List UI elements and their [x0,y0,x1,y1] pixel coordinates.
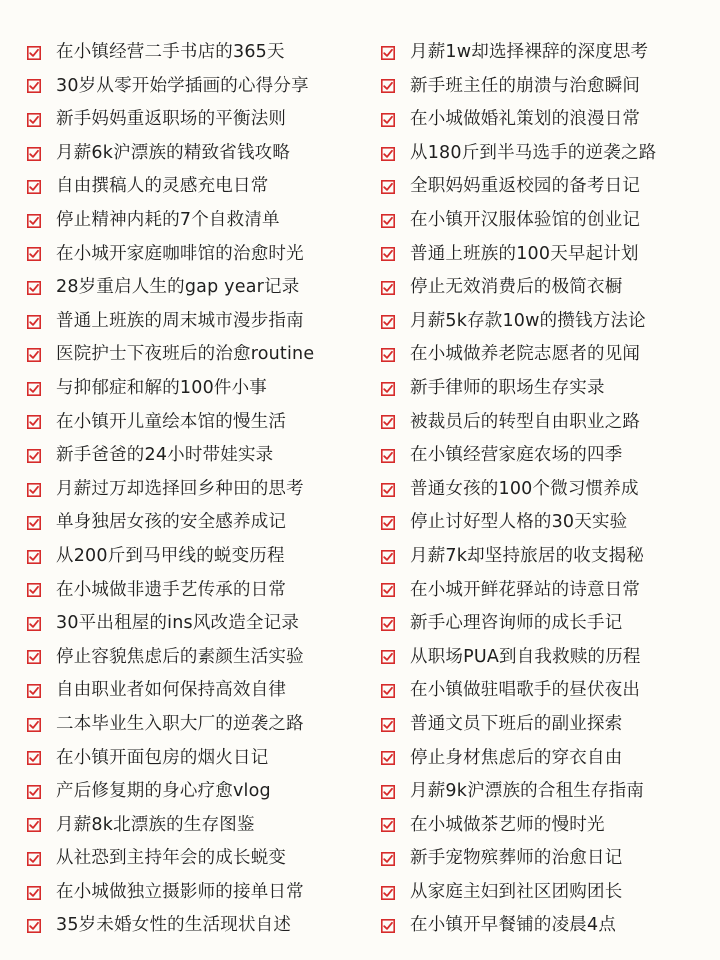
list-item-label: 在小城做养老院志愿者的见闻 [410,344,641,365]
checkbox-checked-icon [27,483,41,497]
list-item-label: 在小城做婚礼策划的浪漫日常 [410,109,641,130]
checkbox-checked-icon [381,449,395,463]
checkbox-checked-icon [381,147,395,161]
checkbox-checked-icon [27,751,41,765]
checkbox-checked-icon [381,650,395,664]
checkbox-checked-icon [27,382,41,396]
list-item-label: 停止精神内耗的7个自救清单 [56,210,280,231]
list-item [381,741,720,775]
list-item-label: 普通女孩的100个微习惯养成 [410,478,639,499]
checkbox-checked-icon [27,718,41,732]
list-item [27,338,367,372]
list-item [381,305,720,339]
list-item-label: 停止讨好型人格的30天实验 [410,512,628,533]
list-item-label: 医院护士下夜班后的治愈routine [56,344,315,365]
list-item-label: 从职场PUA到自我救赎的历程 [410,646,641,667]
list-item-label: 停止容貌焦虑后的素颜生活实验 [56,646,304,667]
list-item [27,103,367,137]
list-item-label: 月薪9k沪漂族的合租生存指南 [410,781,645,802]
checkbox-checked-icon [27,818,41,832]
list-item [381,103,720,137]
list-item-label: 全职妈妈重返校园的备考日记 [410,176,641,197]
checkbox-checked-icon [27,650,41,664]
list-item [381,674,720,708]
list-item-label: 月薪6k沪漂族的精致省钱攻略 [56,142,291,163]
list-item [27,439,367,473]
list-item-label: 从180斤到半马选手的逆袭之路 [410,142,657,163]
checkbox-checked-icon [27,348,41,362]
list-item [381,506,720,540]
list-item-label: 从家庭主妇到社区团购团长 [410,881,623,902]
checkbox-checked-icon [381,214,395,228]
checkbox-checked-icon [381,180,395,194]
list-item-label: 在小城做独立摄影师的接单日常 [56,881,304,902]
list-item [27,775,367,809]
checkbox-checked-icon [27,617,41,631]
checkbox-checked-icon [381,852,395,866]
list-item-label: 从社恐到主持年会的成长蜕变 [56,848,287,869]
list-item-label: 月薪1w却选择裸辞的深度思考 [410,42,649,63]
list-item-label: 从200斤到马甲线的蜕变历程 [56,545,285,566]
list-item [381,70,720,104]
list-item [381,842,720,876]
checkbox-checked-icon [27,315,41,329]
list-item [27,641,367,675]
list-item-label: 被裁员后的转型自由职业之路 [410,411,641,432]
list-item [27,741,367,775]
checkbox-checked-icon [381,617,395,631]
list-item-label: 在小镇经营家庭农场的四季 [410,445,623,466]
list-item [381,36,720,70]
checkbox-checked-icon [381,247,395,261]
checkbox-checked-icon [27,113,41,127]
checkbox-checked-icon [27,79,41,93]
checkbox-checked-icon [381,785,395,799]
topic-list-right [381,36,720,943]
list-item [27,909,367,943]
list-item [381,238,720,272]
list-item [27,540,367,574]
list-item [27,36,367,70]
list-item [27,170,367,204]
list-item-label: 新手爸爸的24小时带娃实录 [56,445,274,466]
list-item-label: 在小城开家庭咖啡馆的治愈时光 [56,243,304,264]
list-item-label: 30岁从零开始学插画的心得分享 [56,75,309,96]
list-item [381,708,720,742]
list-item-label: 普通上班族的周末城市漫步指南 [56,310,304,331]
list-item-label: 二本毕业生入职大厂的逆袭之路 [56,713,304,734]
checkbox-checked-icon [27,785,41,799]
checkbox-checked-icon [381,919,395,933]
list-item [27,574,367,608]
list-item-label: 在小镇开早餐铺的凌晨4点 [410,915,617,936]
list-item-label: 新手律师的职场生存实录 [410,377,605,398]
checkbox-checked-icon [27,180,41,194]
checkbox-checked-icon [381,550,395,564]
list-item-label: 新手心理咨询师的成长手记 [410,613,623,634]
list-item-label: 在小镇开汉服体验馆的创业记 [410,210,641,231]
list-item [27,70,367,104]
list-item [381,775,720,809]
list-item-label: 停止身材焦虑后的穿衣自由 [410,747,623,768]
list-item [27,473,367,507]
checkbox-checked-icon [27,449,41,463]
checkbox-checked-icon [381,281,395,295]
list-item-label: 35岁未婚女性的生活现状自述 [56,915,292,936]
checkbox-checked-icon [381,315,395,329]
checkbox-checked-icon [381,583,395,597]
checkbox-checked-icon [27,550,41,564]
list-item [381,406,720,440]
list-item [381,439,720,473]
checkbox-checked-icon [381,886,395,900]
checkbox-checked-icon [381,751,395,765]
checkbox-checked-icon [27,147,41,161]
checkbox-checked-icon [27,214,41,228]
list-item-label: 普通上班族的100天早起计划 [410,243,639,264]
list-item-label: 在小镇做驻唱歌手的昼伏夜出 [410,680,641,701]
list-item [381,809,720,843]
list-item-label: 28岁重启人生的gap year记录 [56,277,300,298]
list-item [27,372,367,406]
checkbox-checked-icon [381,46,395,60]
list-item [27,876,367,910]
checkbox-checked-icon [27,516,41,530]
checkbox-checked-icon [381,415,395,429]
list-item-label: 新手妈妈重返职场的平衡法则 [56,109,287,130]
list-item [27,137,367,171]
checkbox-checked-icon [381,483,395,497]
list-item-label: 单身独居女孩的安全感养成记 [56,512,287,533]
checkbox-checked-icon [27,919,41,933]
list-item-label: 自由职业者如何保持高效自律 [56,680,287,701]
checkbox-checked-icon [27,281,41,295]
list-item-label: 在小镇经营二手书店的365天 [56,42,285,63]
list-item-label: 新手宠物殡葬师的治愈日记 [410,848,623,869]
list-item [381,204,720,238]
list-item [27,406,367,440]
list-item [381,137,720,171]
list-item [381,338,720,372]
list-item [381,909,720,943]
list-item [381,574,720,608]
list-item-label: 月薪7k却坚持旅居的收支揭秘 [410,545,645,566]
list-item [27,506,367,540]
list-item-label: 30平出租屋的ins风改造全记录 [56,613,300,634]
list-item-label: 与抑郁症和解的100件小事 [56,377,268,398]
list-item [27,607,367,641]
checkbox-checked-icon [381,684,395,698]
list-item [381,540,720,574]
list-item [27,708,367,742]
list-item [27,809,367,843]
list-item-label: 普通文员下班后的副业探索 [410,713,623,734]
list-item-label: 月薪5k存款10w的攒钱方法论 [410,310,646,331]
list-item [381,641,720,675]
list-item-label: 新手班主任的崩溃与治愈瞬间 [410,75,641,96]
checkbox-checked-icon [381,382,395,396]
checkbox-checked-icon [27,886,41,900]
checkbox-checked-icon [381,516,395,530]
list-item-label: 月薪过万却选择回乡种田的思考 [56,478,304,499]
checkbox-checked-icon [27,852,41,866]
list-item-label: 产后修复期的身心疗愈vlog [56,781,271,802]
list-item-label: 月薪8k北漂族的生存图鉴 [56,814,255,835]
list-item [381,170,720,204]
list-item [27,204,367,238]
checkbox-checked-icon [27,583,41,597]
list-item-label: 在小城做茶艺师的慢时光 [410,814,605,835]
list-item [381,607,720,641]
list-item [381,473,720,507]
list-item-label: 自由撰稿人的灵感充电日常 [56,176,269,197]
checkbox-checked-icon [381,818,395,832]
checkbox-checked-icon [381,79,395,93]
list-item [27,305,367,339]
list-item [27,271,367,305]
list-item [27,674,367,708]
topic-list-left [27,36,367,943]
list-item [27,238,367,272]
list-item-label: 在小城开鲜花驿站的诗意日常 [410,579,641,600]
list-item-label: 在小城做非遗手艺传承的日常 [56,579,287,600]
checkbox-checked-icon [381,348,395,362]
checkbox-checked-icon [27,247,41,261]
checkbox-checked-icon [381,718,395,732]
list-item-label: 停止无效消费后的极简衣橱 [410,277,623,298]
list-item [381,271,720,305]
list-item [381,876,720,910]
checkbox-checked-icon [381,113,395,127]
checkbox-checked-icon [27,684,41,698]
list-item [381,372,720,406]
checkbox-checked-icon [27,415,41,429]
checkbox-checked-icon [27,46,41,60]
list-item [27,842,367,876]
list-item-label: 在小镇开面包房的烟火日记 [56,747,269,768]
list-item-label: 在小镇开儿童绘本馆的慢生活 [56,411,287,432]
